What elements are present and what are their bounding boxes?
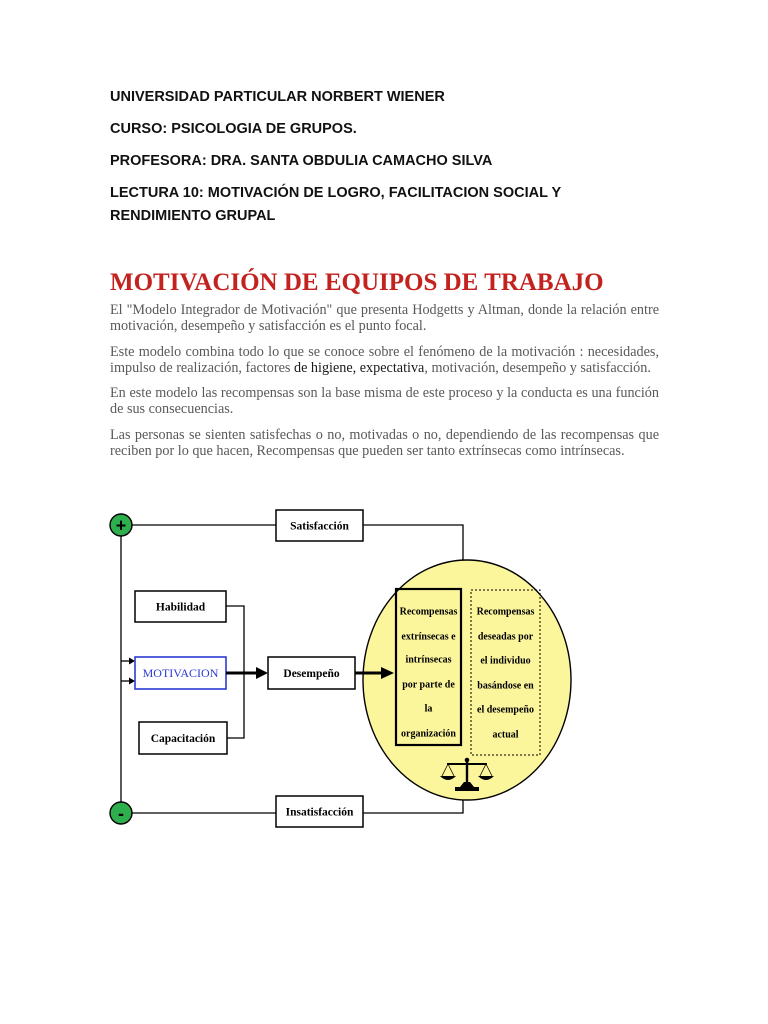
scale-base (455, 787, 479, 791)
satisfaction-label: Satisfacción (290, 520, 349, 533)
course-name: CURSO: PSICOLOGIA DE GRUPOS. (110, 121, 357, 137)
scale-knob (465, 758, 470, 763)
desired-rewards-line-4: basándose en (477, 680, 534, 692)
lecture-title-line-2: RENDIMIENTO GRUPAL (110, 208, 276, 224)
section-title: MOTIVACIÓN DE EQUIPOS DE TRABAJO (110, 269, 604, 296)
organization-rewards-line-6: organización (401, 728, 456, 740)
positive-to-motivation-arrowhead (129, 658, 135, 665)
negative-sign: - (118, 803, 124, 824)
scale-post (466, 762, 468, 783)
desired-rewards-line-5: el desempeño (477, 704, 534, 716)
performance-label: Desempeño (283, 668, 340, 681)
desired-rewards-line-2: deseadas por (477, 631, 534, 643)
desired-rewards-line-1: Recompensas (476, 606, 535, 618)
paragraph-3: En este modelo las recompensas son la base misma de este proceso y la conducta es una función de sus consecuencias. (110, 385, 659, 417)
ability-label: Habilidad (155, 601, 206, 614)
organization-rewards-line-3: intrínsecas (405, 654, 452, 666)
university-name: UNIVERSIDAD PARTICULAR NORBERT WIENER (110, 89, 445, 105)
motivation-model-diagram (100, 500, 590, 840)
organization-rewards-line-1: Recompensas (399, 606, 458, 618)
motivation-label: MOTIVACION (142, 666, 219, 681)
paragraph-4: Las personas se sienten satisfechas o no, motivadas o no, dependiendo de las recompensas que reciben por lo que hacen, Recompensas que pueden ser tanto extrínsecas como intrínsecas. (110, 426, 659, 459)
negative-to-motivation-arrowhead (129, 678, 135, 685)
professor-name: PROFESORA: DRA. SANTA OBDULIA CAMACHO SILVA (110, 153, 493, 169)
positive-sign: + (115, 515, 127, 536)
paragraph-2-text-end: , motivación, desempeño y satisfacción. (424, 359, 651, 376)
training-label: Capacitación (150, 733, 216, 746)
paragraph-2-emphasis: de higiene, expectativa (293, 359, 425, 376)
desired-rewards-line-3: el individuo (480, 655, 531, 667)
paragraph-2-text-start: Este modelo combina todo lo que se conoce sobre el fenómeno de la motivación : necesidades, impulso de realización, factores (110, 343, 659, 376)
organization-rewards-line-2: extrínsecas e (401, 631, 456, 643)
motivation-to-performance-arrowhead (256, 667, 268, 679)
paragraph-2 (110, 344, 659, 376)
lecture-title-line-1: LECTURA 10: MOTIVACIÓN DE LOGRO, FACILITACION SOCIAL Y (110, 185, 562, 201)
organization-rewards-line-4: por parte de (402, 679, 455, 691)
dissatisfaction-label: Insatisfacción (285, 806, 354, 819)
desired-rewards-line-6: actual (492, 729, 519, 741)
paragraph-1: El "Modelo Integrador de Motivación" que presenta Hodgetts y Altman, donde la relación entre motivación, desempeño y satisfacción es el punto focal. (110, 302, 659, 334)
organization-rewards-line-5: la (424, 703, 433, 715)
body-text (110, 302, 659, 468)
